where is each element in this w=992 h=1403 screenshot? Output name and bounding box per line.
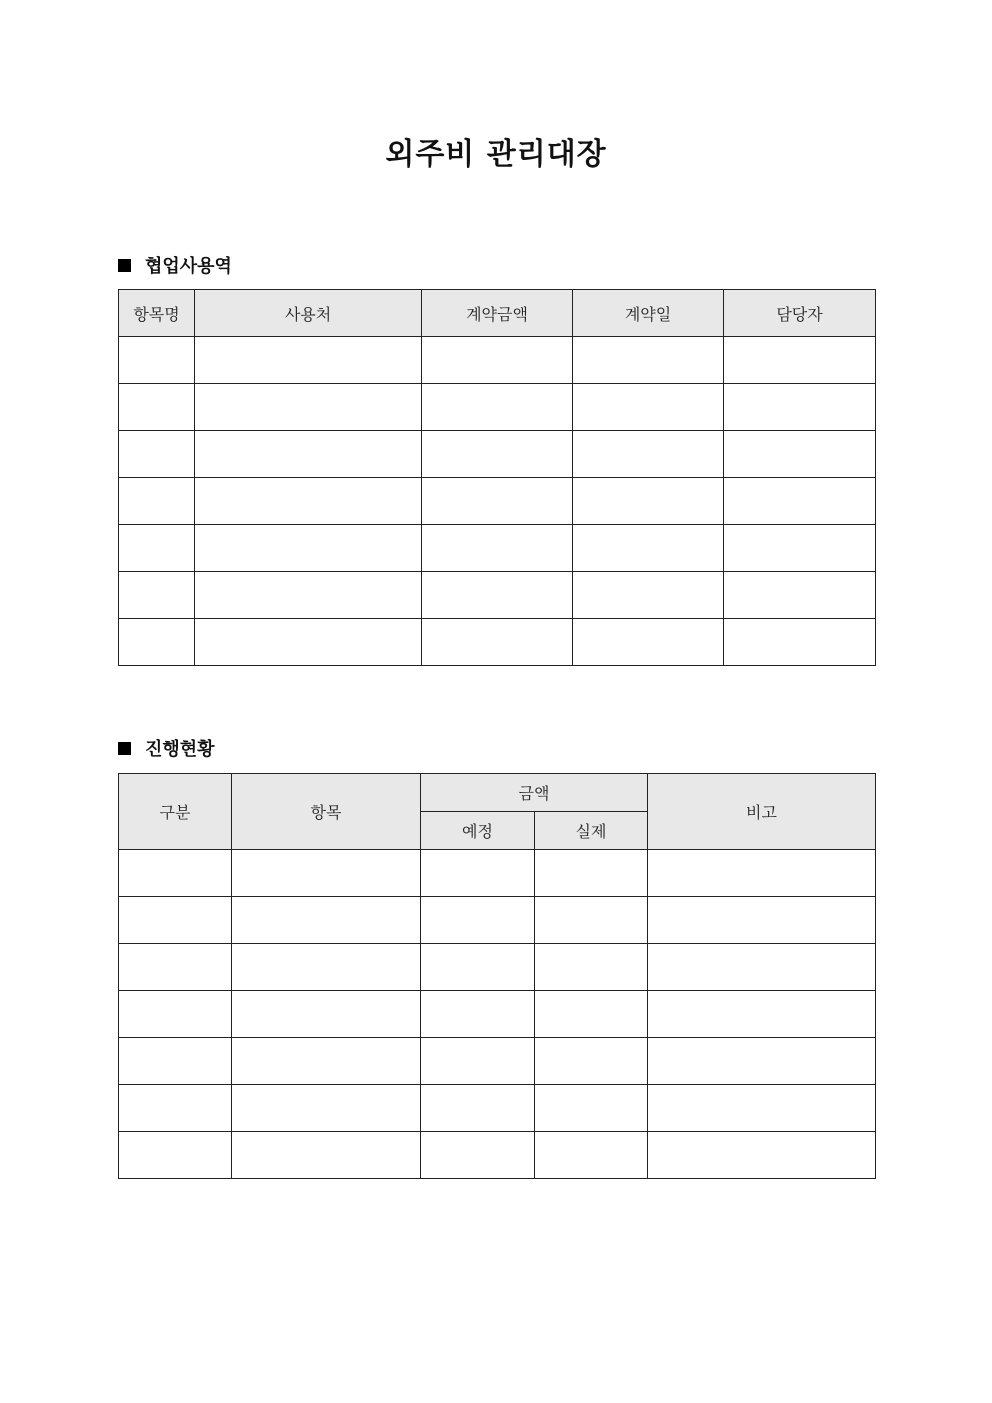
table-row <box>119 431 876 478</box>
table-cell[interactable] <box>119 572 195 619</box>
table-row <box>119 1038 876 1085</box>
table-cell[interactable] <box>119 944 232 991</box>
table-row <box>119 850 876 897</box>
progress-status-table <box>118 773 876 1179</box>
table-row <box>119 337 876 384</box>
table-cell[interactable] <box>648 897 876 944</box>
table-cell[interactable] <box>232 991 421 1038</box>
column-header-amount: 금액 <box>421 774 648 812</box>
collaboration-service-table <box>118 289 876 666</box>
column-header-contract-amount: 계약금액 <box>422 290 573 337</box>
table-row <box>119 572 876 619</box>
section-heading-label: 진행현황 <box>145 739 215 760</box>
table-cell[interactable] <box>422 478 573 525</box>
table-cell[interactable] <box>195 337 422 384</box>
table-cell[interactable] <box>195 572 422 619</box>
table-cell[interactable] <box>119 850 232 897</box>
table-cell[interactable] <box>724 431 876 478</box>
table-cell[interactable] <box>232 897 421 944</box>
column-header-usage-place: 사용처 <box>195 290 422 337</box>
table-cell[interactable] <box>421 897 535 944</box>
table-cell[interactable] <box>195 525 422 572</box>
table-row <box>119 897 876 944</box>
table-cell[interactable] <box>648 991 876 1038</box>
table-cell[interactable] <box>421 1132 535 1179</box>
table-row <box>119 991 876 1038</box>
column-header-item-name: 항목명 <box>119 290 195 337</box>
progress-table-body <box>119 850 876 1179</box>
table-row <box>119 1085 876 1132</box>
table-cell[interactable] <box>119 478 195 525</box>
column-header-category: 구분 <box>119 774 232 850</box>
table-cell[interactable] <box>573 384 724 431</box>
table-cell[interactable] <box>422 431 573 478</box>
table-cell[interactable] <box>573 431 724 478</box>
table-cell[interactable] <box>119 431 195 478</box>
table-cell[interactable] <box>421 991 535 1038</box>
table-cell[interactable] <box>119 619 195 666</box>
table-cell[interactable] <box>421 1085 535 1132</box>
table-cell[interactable] <box>119 337 195 384</box>
table-cell[interactable] <box>232 1132 421 1179</box>
table-cell[interactable] <box>535 944 648 991</box>
table-row <box>119 619 876 666</box>
table-row <box>119 384 876 431</box>
column-header-remarks: 비고 <box>648 774 876 850</box>
table-cell[interactable] <box>421 850 535 897</box>
table-cell[interactable] <box>119 1132 232 1179</box>
table-cell[interactable] <box>535 1038 648 1085</box>
table-cell[interactable] <box>724 525 876 572</box>
table-cell[interactable] <box>573 337 724 384</box>
table-cell[interactable] <box>232 850 421 897</box>
table-cell[interactable] <box>421 1038 535 1085</box>
table-cell[interactable] <box>724 572 876 619</box>
column-header-planned: 예정 <box>421 812 535 850</box>
table-cell[interactable] <box>422 619 573 666</box>
table-cell[interactable] <box>573 525 724 572</box>
table-cell[interactable] <box>535 1085 648 1132</box>
section-heading-collaboration <box>118 252 232 278</box>
table-row <box>119 1132 876 1179</box>
table-cell[interactable] <box>119 384 195 431</box>
table-cell[interactable] <box>422 572 573 619</box>
table-cell[interactable] <box>535 897 648 944</box>
table-cell[interactable] <box>573 619 724 666</box>
table-cell[interactable] <box>232 944 421 991</box>
collaboration-table-body <box>119 337 876 666</box>
table-cell[interactable] <box>535 850 648 897</box>
table-cell[interactable] <box>648 1038 876 1085</box>
table-cell[interactable] <box>573 478 724 525</box>
table-cell[interactable] <box>195 431 422 478</box>
column-header-contract-date: 계약일 <box>573 290 724 337</box>
table-cell[interactable] <box>724 384 876 431</box>
table-cell[interactable] <box>422 384 573 431</box>
table-cell[interactable] <box>119 1038 232 1085</box>
table-cell[interactable] <box>535 1132 648 1179</box>
table-cell[interactable] <box>724 337 876 384</box>
table-cell[interactable] <box>119 525 195 572</box>
square-bullet-icon <box>118 259 131 272</box>
table-cell[interactable] <box>648 1085 876 1132</box>
table-cell[interactable] <box>573 572 724 619</box>
column-header-actual: 실제 <box>535 812 648 850</box>
table-cell[interactable] <box>422 525 573 572</box>
table-cell[interactable] <box>535 991 648 1038</box>
document-title: 외주비 관리대장 <box>385 137 607 172</box>
table-cell[interactable] <box>232 1085 421 1132</box>
table-cell[interactable] <box>232 1038 421 1085</box>
table-cell[interactable] <box>195 478 422 525</box>
table-cell[interactable] <box>421 944 535 991</box>
table-cell[interactable] <box>422 337 573 384</box>
table-cell[interactable] <box>724 478 876 525</box>
table-cell[interactable] <box>119 991 232 1038</box>
section-heading-label: 협업사용역 <box>145 256 232 277</box>
table-row <box>119 478 876 525</box>
square-bullet-icon <box>118 742 131 755</box>
table-cell[interactable] <box>195 384 422 431</box>
section-heading-progress <box>118 735 215 761</box>
table-row <box>119 944 876 991</box>
column-header-item: 항목 <box>232 774 421 850</box>
column-header-manager: 담당자 <box>724 290 876 337</box>
table-row <box>119 525 876 572</box>
table-cell[interactable] <box>724 619 876 666</box>
table-cell[interactable] <box>119 1085 232 1132</box>
table-cell[interactable] <box>648 944 876 991</box>
table-cell[interactable] <box>119 897 232 944</box>
table-cell[interactable] <box>648 850 876 897</box>
table-cell[interactable] <box>195 619 422 666</box>
table-cell[interactable] <box>648 1132 876 1179</box>
